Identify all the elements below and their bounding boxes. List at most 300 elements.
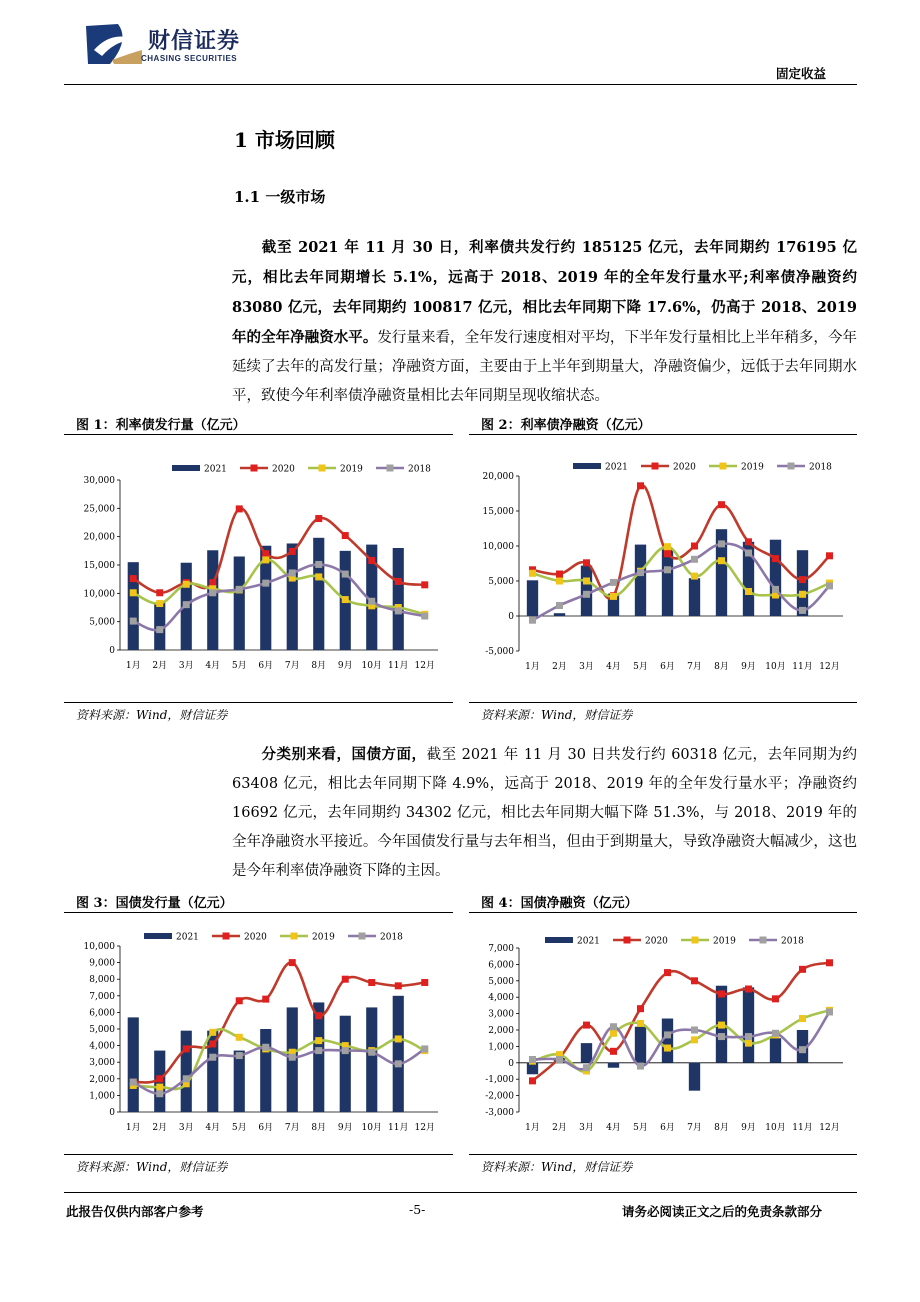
x-tick-label: 7月	[687, 1123, 702, 1133]
bar-2021	[770, 540, 781, 616]
point-2019	[156, 600, 163, 607]
x-tick-label: 5月	[633, 662, 648, 672]
x-tick-label: 5月	[633, 1123, 648, 1133]
y-tick-label: -2,000	[485, 1091, 514, 1102]
legend-label-2019: 2019	[312, 932, 335, 943]
x-tick-label: 1月	[125, 1123, 141, 1133]
x-tick-label: 4月	[205, 1123, 221, 1133]
y-tick-label: 30,000	[83, 476, 115, 486]
point-2018	[772, 586, 779, 593]
x-tick-label: 7月	[687, 662, 702, 672]
point-2020	[156, 1075, 163, 1082]
x-tick-label: 2月	[552, 662, 567, 672]
bar-2021	[393, 548, 404, 650]
x-tick-label: 10月	[361, 1123, 382, 1133]
bar-2021	[770, 1038, 781, 1063]
x-tick-label: 5月	[231, 1123, 247, 1133]
x-tick-label: 1月	[525, 662, 540, 672]
point-2018	[745, 1033, 752, 1040]
legend-marker-2019	[319, 465, 326, 472]
point-2018	[395, 1060, 402, 1067]
y-tick-label: 15,000	[482, 507, 514, 517]
y-tick-label: 1,000	[89, 1091, 115, 1102]
y-tick-label: 0	[508, 1058, 514, 1069]
x-tick-label: 1月	[525, 1123, 540, 1133]
x-tick-label: 12月	[414, 661, 435, 671]
point-2018	[289, 1054, 296, 1061]
point-2018	[236, 586, 243, 593]
point-2020	[745, 538, 752, 545]
legend-label-2021: 2021	[577, 936, 600, 947]
y-tick-label: 7,000	[89, 991, 115, 1002]
point-2019	[691, 573, 698, 580]
point-2020	[718, 501, 725, 508]
point-2020	[691, 977, 698, 984]
x-tick-label: 6月	[660, 1123, 675, 1133]
point-2018	[664, 1031, 671, 1038]
x-tick-label: 4月	[205, 661, 221, 671]
x-tick-label: 4月	[606, 1123, 621, 1133]
legend-marker-2018	[387, 465, 394, 472]
bar-2021	[554, 613, 565, 616]
point-2020	[691, 543, 698, 550]
bar-2021	[260, 1029, 271, 1112]
figure-4-source: 资料来源：Wind，财信证券	[481, 1160, 633, 1174]
point-2019	[691, 1036, 698, 1043]
figure-4-bottom-rule	[469, 1154, 857, 1155]
point-2020	[637, 1005, 644, 1012]
point-2019	[799, 1015, 806, 1022]
line-2018	[133, 1047, 425, 1093]
point-2018	[183, 601, 190, 608]
point-2018	[799, 1046, 806, 1053]
point-2020	[583, 1022, 590, 1029]
paragraph-2-normal: 截至 2021 年 11 月 30 日共发行约 60318 亿元，去年同期为约 63408 亿元，相比去年同期下降 4.9%，远高于 2018、2019 年的全年发行量水平；净融资约 16692 亿元，去年同期约 34302 亿元，相比去年同期大幅下降 51.3%，与 2018、2019 年的全年净融资水平接近。今年国债发行量与去年相当，但由于到期量大，导致净融资大幅减少，这也是今年利率债净融资下降的主因。	[232, 747, 857, 879]
point-2018	[156, 626, 163, 633]
legend-label-2020: 2020	[673, 462, 696, 473]
point-2020	[342, 532, 349, 539]
x-tick-label: 3月	[579, 662, 594, 672]
legend-label-2019: 2019	[713, 936, 736, 947]
paragraph-1-normal: 发行量来看，全年发行速度相对平均，下半年发行量相比上半年稍多，今年延续了去年的高发行量；净融资方面，主要由于上半年到期量大，净融资偏少，远低于去年同期水平，致使今年利率债净融资量相比去年同期呈现收缩状态。	[232, 330, 857, 404]
legend-marker-2020	[652, 463, 659, 470]
point-2018	[183, 1075, 190, 1082]
legend-marker-2019	[692, 937, 699, 944]
point-2019	[718, 557, 725, 564]
line-2018	[533, 1012, 830, 1069]
x-tick-label: 12月	[819, 1123, 840, 1133]
subsection-title: 1.1 一级市场	[234, 188, 326, 206]
point-2018	[799, 607, 806, 614]
point-2020	[262, 550, 269, 557]
bar-2021	[743, 987, 754, 1062]
point-2020	[130, 575, 137, 582]
legend-swatch-2021	[573, 463, 601, 469]
x-tick-label: 9月	[741, 1123, 756, 1133]
x-tick-label: 5月	[231, 661, 247, 671]
point-2019	[156, 1084, 163, 1091]
point-2018	[395, 607, 402, 614]
figure-3-rule	[64, 912, 453, 913]
figure-1-title: 图 1：利率债发行量（亿元）	[76, 418, 246, 433]
point-2020	[583, 559, 590, 566]
y-tick-label: 7,000	[488, 944, 514, 954]
point-2018	[368, 598, 375, 605]
point-2020	[718, 990, 725, 997]
legend-label-2018: 2018	[408, 464, 431, 475]
bar-2021	[689, 578, 700, 616]
point-2019	[236, 1034, 243, 1041]
point-2020	[315, 515, 322, 522]
figure-1-rule	[64, 434, 453, 435]
point-2020	[315, 1012, 322, 1019]
bar-2021	[181, 1031, 192, 1112]
point-2018	[130, 618, 137, 625]
y-tick-label: 4,000	[488, 993, 514, 1004]
footer-right: 请务必阅读正文之后的免责条款部分	[622, 1204, 823, 1219]
point-2020	[156, 589, 163, 596]
point-2018	[556, 1056, 563, 1063]
bar-2021	[635, 1027, 646, 1063]
point-2020	[610, 1048, 617, 1055]
y-tick-label: -3,000	[485, 1108, 514, 1118]
y-tick-label: 0	[109, 1108, 115, 1118]
point-2019	[745, 1040, 752, 1047]
point-2019	[130, 589, 137, 596]
point-2018	[637, 1063, 644, 1070]
point-2018	[772, 1030, 779, 1037]
point-2020	[262, 996, 269, 1003]
chart-1	[64, 440, 453, 702]
bar-2021	[340, 1016, 351, 1112]
bar-2021	[393, 996, 404, 1112]
bar-2021	[287, 543, 298, 650]
x-tick-label: 8月	[714, 662, 729, 672]
point-2018	[610, 1023, 617, 1030]
page-number: -5-	[409, 1202, 426, 1217]
x-tick-label: 4月	[606, 662, 621, 672]
legend-label-2019: 2019	[741, 462, 764, 473]
x-tick-label: 10月	[765, 662, 786, 672]
point-2018	[342, 1047, 349, 1054]
x-tick-label: 9月	[337, 661, 353, 671]
point-2020	[664, 550, 671, 557]
figure-2-title: 图 2：利率债净融资（亿元）	[481, 418, 651, 433]
footer-rule	[64, 1192, 857, 1193]
legend-swatch-2021	[172, 465, 200, 471]
logo-en: CHASING SECURITIES	[141, 54, 238, 63]
y-tick-label: 15,000	[83, 561, 115, 571]
point-2019	[610, 1030, 617, 1037]
point-2019	[556, 578, 563, 585]
y-tick-label: 3,000	[488, 1009, 514, 1020]
footer-left: 此报告仅供内部客户参考	[66, 1204, 204, 1219]
point-2020	[556, 571, 563, 578]
y-tick-label: 5,000	[488, 976, 514, 987]
point-2020	[826, 959, 833, 966]
y-tick-label: 10,000	[83, 589, 115, 600]
point-2019	[315, 573, 322, 580]
x-tick-label: 11月	[792, 662, 813, 672]
figure-3-source: 资料来源：Wind，财信证券	[76, 1160, 228, 1174]
point-2019	[799, 591, 806, 598]
x-tick-label: 1月	[125, 661, 141, 671]
x-tick-label: 3月	[178, 1123, 194, 1133]
x-tick-label: 2月	[552, 1123, 567, 1133]
bar-2021	[234, 557, 245, 651]
point-2018	[529, 1056, 536, 1063]
line-2020	[133, 962, 425, 1082]
bar-2021	[128, 1017, 139, 1112]
y-tick-label: 10,000	[83, 942, 115, 952]
y-tick-label: 20,000	[83, 532, 115, 543]
x-tick-label: 6月	[258, 1123, 274, 1133]
point-2020	[368, 979, 375, 986]
bar-2021	[689, 1063, 700, 1091]
line-2018	[533, 544, 830, 621]
point-2020	[209, 579, 216, 586]
bar-2021	[662, 550, 673, 617]
x-tick-label: 7月	[284, 1123, 300, 1133]
figure-3-bottom-rule	[64, 1154, 453, 1155]
point-2020	[183, 1045, 190, 1052]
point-2018	[130, 1079, 137, 1086]
header-rule	[64, 84, 857, 85]
y-tick-label: 6,000	[488, 960, 514, 971]
bar-2021	[608, 1063, 619, 1068]
figure-1-bottom-rule	[64, 702, 453, 703]
y-tick-label: -5,000	[485, 647, 514, 657]
point-2020	[289, 959, 296, 966]
point-2018	[368, 1049, 375, 1056]
point-2020	[395, 982, 402, 989]
figure-4-title: 图 4：国债净融资（亿元）	[481, 896, 638, 911]
figure-1-source: 资料来源：Wind，财信证券	[76, 708, 228, 722]
point-2020	[421, 581, 428, 588]
x-tick-label: 10月	[765, 1123, 786, 1133]
x-tick-label: 12月	[819, 662, 840, 672]
legend-label-2018: 2018	[781, 936, 804, 947]
point-2020	[236, 997, 243, 1004]
y-tick-label: 20,000	[482, 472, 514, 482]
point-2018	[236, 1052, 243, 1059]
point-2020	[289, 548, 296, 555]
y-tick-label: 2,000	[488, 1026, 514, 1036]
point-2018	[156, 1090, 163, 1097]
point-2020	[395, 578, 402, 585]
y-tick-label: 5,000	[488, 577, 514, 587]
y-tick-label: 4,000	[89, 1041, 115, 1052]
figure-2-rule	[469, 434, 857, 435]
section-title: 1 市场回顾	[234, 128, 335, 152]
point-2020	[209, 1040, 216, 1047]
point-2018	[691, 556, 698, 563]
point-2018	[315, 561, 322, 568]
legend-label-2018: 2018	[380, 932, 403, 943]
point-2018	[583, 1064, 590, 1071]
point-2018	[583, 591, 590, 598]
y-tick-label: 5,000	[89, 617, 115, 628]
point-2020	[421, 979, 428, 986]
legend-label-2021: 2021	[176, 932, 199, 943]
point-2020	[529, 1077, 536, 1084]
point-2018	[826, 1008, 833, 1015]
legend-label-2020: 2020	[645, 936, 668, 947]
logo-cn: 财信证券	[148, 29, 241, 54]
legend-marker-2020	[251, 465, 258, 472]
x-tick-label: 2月	[152, 1123, 168, 1133]
point-2018	[691, 1027, 698, 1034]
x-tick-label: 8月	[311, 661, 327, 671]
line-2018	[133, 564, 425, 630]
y-tick-label: 6,000	[89, 1008, 115, 1019]
x-tick-label: 9月	[741, 662, 756, 672]
chart-3	[64, 918, 453, 1154]
y-tick-label: 9,000	[89, 958, 115, 969]
point-2020	[342, 976, 349, 983]
bar-2021	[234, 1051, 245, 1112]
point-2018	[556, 602, 563, 609]
legend-marker-2018	[788, 463, 795, 470]
legend-label-2020: 2020	[244, 932, 267, 943]
legend-label-2021: 2021	[204, 464, 227, 475]
y-tick-label: 1,000	[488, 1042, 514, 1053]
point-2020	[772, 995, 779, 1002]
point-2018	[209, 589, 216, 596]
y-tick-label: 5,000	[89, 1025, 115, 1035]
point-2018	[342, 571, 349, 578]
x-tick-label: 6月	[258, 661, 274, 671]
legend-marker-2019	[291, 933, 298, 940]
point-2019	[664, 1045, 671, 1052]
y-tick-label: 8,000	[89, 975, 115, 986]
x-tick-label: 11月	[388, 1123, 409, 1133]
point-2020	[799, 966, 806, 973]
company-logo	[84, 20, 144, 68]
point-2019	[315, 1037, 322, 1044]
point-2018	[421, 613, 428, 620]
point-2019	[745, 588, 752, 595]
point-2018	[718, 1033, 725, 1040]
line-2019	[533, 547, 830, 597]
legend-marker-2018	[359, 933, 366, 940]
line-2020	[133, 508, 425, 592]
point-2019	[529, 570, 536, 577]
bar-2021	[581, 566, 592, 616]
x-tick-label: 6月	[660, 662, 675, 672]
legend-marker-2020	[624, 937, 631, 944]
point-2019	[262, 556, 269, 563]
y-tick-label: 0	[508, 612, 514, 622]
section-label: 固定收益	[776, 66, 827, 81]
point-2020	[664, 969, 671, 976]
point-2019	[342, 596, 349, 603]
figure-2-bottom-rule	[469, 702, 857, 703]
legend-swatch-2021	[545, 937, 573, 943]
point-2018	[262, 580, 269, 587]
figure-2-source: 资料来源：Wind，财信证券	[481, 708, 633, 722]
legend-label-2020: 2020	[272, 464, 295, 475]
point-2018	[664, 566, 671, 573]
x-tick-label: 11月	[388, 661, 409, 671]
figure-4-rule	[469, 912, 857, 913]
x-tick-label: 10月	[361, 661, 382, 671]
point-2018	[289, 569, 296, 576]
y-tick-label: 25,000	[83, 504, 115, 515]
point-2020	[745, 986, 752, 993]
point-2019	[209, 1029, 216, 1036]
y-tick-label: 3,000	[89, 1058, 115, 1069]
bar-2021	[581, 1043, 592, 1063]
x-tick-label: 3月	[579, 1123, 594, 1133]
point-2019	[610, 593, 617, 600]
point-2018	[826, 582, 833, 589]
bar-2021	[313, 538, 324, 650]
y-tick-label: -1,000	[485, 1075, 514, 1086]
point-2018	[262, 1044, 269, 1051]
bar-2021	[635, 545, 646, 616]
legend-label-2018: 2018	[809, 462, 832, 473]
point-2018	[209, 1054, 216, 1061]
point-2020	[799, 576, 806, 583]
legend-label-2019: 2019	[340, 464, 363, 475]
bar-2021	[527, 580, 538, 616]
paragraph-2-bold: 分类别来看，国债方面，	[261, 746, 427, 763]
x-tick-label: 8月	[311, 1123, 327, 1133]
point-2018	[610, 579, 617, 586]
paragraph-2	[232, 740, 857, 886]
figure-3-title: 图 3：国债发行量（亿元）	[76, 896, 233, 911]
point-2020	[368, 557, 375, 564]
x-tick-label: 12月	[414, 1123, 435, 1133]
point-2018	[745, 550, 752, 557]
point-2019	[395, 1035, 402, 1042]
y-tick-label: 10,000	[482, 542, 514, 552]
bar-2021	[366, 1007, 377, 1112]
point-2019	[637, 1020, 644, 1027]
point-2019	[183, 581, 190, 588]
point-2018	[529, 617, 536, 624]
legend-label-2021: 2021	[605, 462, 628, 473]
point-2019	[718, 1022, 725, 1029]
point-2018	[315, 1047, 322, 1054]
point-2020	[637, 482, 644, 489]
legend-marker-2020	[223, 933, 230, 940]
point-2019	[583, 578, 590, 585]
x-tick-label: 7月	[284, 661, 300, 671]
bar-2021	[207, 550, 218, 650]
y-tick-label: 2,000	[89, 1074, 115, 1085]
legend-marker-2018	[760, 937, 767, 944]
chart-2	[469, 440, 857, 702]
legend-swatch-2021	[144, 933, 172, 939]
point-2020	[772, 555, 779, 562]
x-tick-label: 11月	[792, 1123, 813, 1133]
point-2018	[637, 569, 644, 576]
x-tick-label: 2月	[152, 661, 168, 671]
paragraph-1-bold: 截至 2021 年 11 月 30 日，利率债共发行约 185125 亿元，去年同期约 176195 亿元，相比去年同期增长 5.1%，远高于 2018、2019 年的全年发行量水平;利率债净融资约 83080 亿元，去年同期约 100817 亿元，相比去年同期下降 17.6%，仍高于 2018、2019 年的全年净融资水平。	[232, 239, 857, 346]
y-tick-label: 0	[109, 646, 115, 656]
point-2018	[718, 540, 725, 547]
x-tick-label: 8月	[714, 1123, 729, 1133]
point-2019	[664, 543, 671, 550]
point-2020	[826, 552, 833, 559]
chart-4	[469, 918, 857, 1154]
legend-marker-2019	[720, 463, 727, 470]
point-2020	[236, 505, 243, 512]
x-tick-label: 3月	[178, 661, 194, 671]
paragraph-1	[232, 233, 857, 411]
